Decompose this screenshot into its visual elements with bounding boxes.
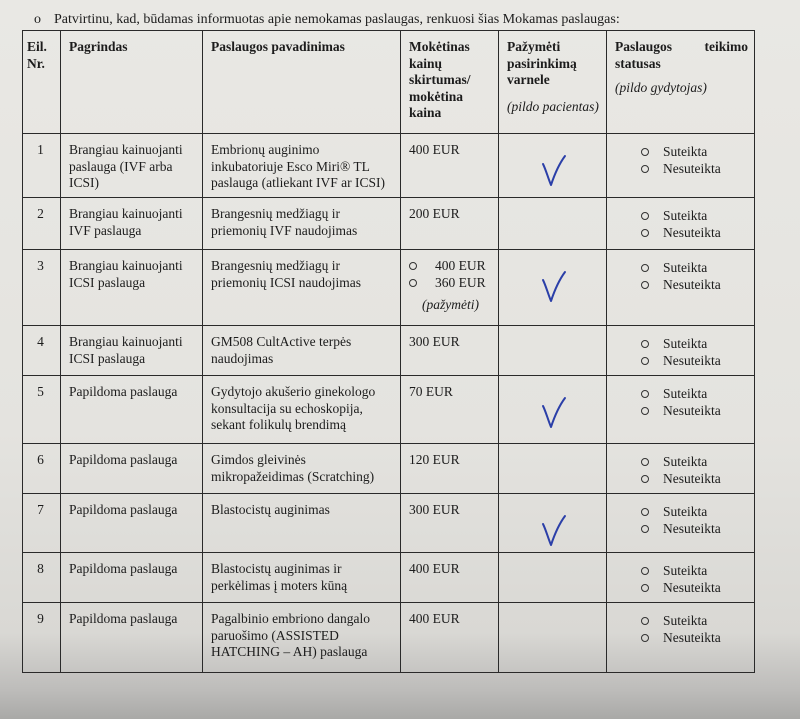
- row-basis: Papildoma paslauga: [61, 494, 203, 553]
- radio-circle-icon[interactable]: [409, 262, 417, 270]
- radio-circle-icon[interactable]: [641, 584, 649, 592]
- row-basis: Brangiau kainuojanti paslauga (IVF arba ICSI): [61, 134, 203, 198]
- radio-circle-icon[interactable]: [641, 148, 649, 156]
- price-note: (pažymėti): [422, 297, 479, 312]
- header-service: Paslaugos pavadinimas: [203, 31, 401, 134]
- row-mark-cell[interactable]: [499, 376, 607, 444]
- status-option-label: Suteikta: [663, 504, 708, 519]
- row-mark-cell[interactable]: [499, 444, 607, 494]
- intro-statement: [34, 12, 794, 28]
- radio-circle-icon[interactable]: [641, 165, 649, 173]
- price-value: 120 EUR: [409, 452, 460, 467]
- status-option[interactable]: [641, 521, 748, 538]
- header-nr: Eil. Nr.: [23, 31, 61, 134]
- handwritten-check-icon: [541, 154, 567, 188]
- header-status: [607, 31, 755, 134]
- row-number: 8: [23, 553, 61, 603]
- row-service-name: Blastocistų auginimas ir perkėlimas į moters kūną: [203, 553, 401, 603]
- row-number: 2: [23, 198, 61, 250]
- row-status: [607, 376, 755, 444]
- status-option-label: Suteikta: [663, 613, 708, 628]
- radio-circle-icon[interactable]: [641, 458, 649, 466]
- row-price: [401, 250, 499, 326]
- row-number: 4: [23, 326, 61, 376]
- status-option-label: Suteikta: [663, 386, 708, 401]
- table-row: [23, 494, 755, 553]
- row-number: 7: [23, 494, 61, 553]
- row-mark-cell[interactable]: [499, 134, 607, 198]
- row-status: [607, 198, 755, 250]
- radio-circle-icon[interactable]: [641, 357, 649, 365]
- row-number: 5: [23, 376, 61, 444]
- row-status: [607, 250, 755, 326]
- status-option[interactable]: [641, 580, 748, 597]
- row-status: [607, 134, 755, 198]
- table-row: [23, 134, 755, 198]
- row-mark-cell[interactable]: [499, 603, 607, 673]
- status-option[interactable]: [641, 144, 748, 161]
- status-option[interactable]: [641, 208, 748, 225]
- row-basis: Brangiau kainuojanti IVF paslauga: [61, 198, 203, 250]
- row-service-name: Gydytojo akušerio ginekologo konsultacija su echoskopija, sekant folikulų brendimą: [203, 376, 401, 444]
- intro-text: Patvirtinu, kad, būdamas informuotas apie nemokamas paslaugas, renkuosi šias Mokamas paslaugas:: [54, 12, 620, 27]
- status-option-label: Nesuteikta: [663, 160, 721, 176]
- radio-circle-icon[interactable]: [641, 407, 649, 415]
- status-option[interactable]: [641, 563, 748, 580]
- table-row: [23, 326, 755, 376]
- status-option[interactable]: [641, 613, 748, 630]
- handwritten-check-icon: [541, 270, 567, 304]
- radio-circle-icon[interactable]: [641, 567, 649, 575]
- header-mark: [499, 31, 607, 134]
- row-mark-cell[interactable]: [499, 198, 607, 250]
- row-mark-cell[interactable]: [499, 494, 607, 553]
- handwritten-check-icon: [541, 514, 567, 548]
- row-service-name: Pagalbinio embriono dangalo paruošimo (ASSISTED HATCHING – AH) paslauga: [203, 603, 401, 673]
- radio-circle-icon[interactable]: [641, 340, 649, 348]
- radio-circle-icon[interactable]: [641, 281, 649, 289]
- price-value: 70 EUR: [409, 384, 453, 399]
- status-option[interactable]: [641, 225, 748, 242]
- row-service-name: Embrionų auginimo inkubatoriuje Esco Miri® TL paslauga (atliekant IVF ar ICSI): [203, 134, 401, 198]
- row-price: [401, 553, 499, 603]
- row-price: [401, 326, 499, 376]
- radio-circle-icon[interactable]: [641, 212, 649, 220]
- table-header-row: [23, 31, 755, 134]
- row-status: [607, 326, 755, 376]
- row-service-name: Brangesnių medžiagų ir priemonių IVF naudojimas: [203, 198, 401, 250]
- row-number: 1: [23, 134, 61, 198]
- status-option[interactable]: [641, 260, 748, 277]
- radio-circle-icon[interactable]: [409, 279, 417, 287]
- price-value: 400 EUR: [409, 561, 460, 576]
- header-price: Mokėtinas kainų skirtumas/ mokėtina kaina: [401, 31, 499, 134]
- price-value: 400 EUR: [409, 611, 460, 626]
- price-value: 300 EUR: [409, 334, 460, 349]
- status-option-label: Nesuteikta: [663, 520, 721, 536]
- row-number: 6: [23, 444, 61, 494]
- table-row: [23, 553, 755, 603]
- radio-circle-icon[interactable]: [641, 617, 649, 625]
- row-status: [607, 603, 755, 673]
- row-number: 3: [23, 250, 61, 326]
- status-option[interactable]: [641, 353, 748, 370]
- row-service-name: GM508 CultActive terpės naudojimas: [203, 326, 401, 376]
- row-mark-cell[interactable]: [499, 326, 607, 376]
- status-option[interactable]: [641, 471, 748, 488]
- header-basis: Pagrindas: [61, 31, 203, 134]
- row-status: [607, 553, 755, 603]
- header-status-note: (pildo gydytojas): [615, 80, 707, 95]
- status-option[interactable]: [641, 504, 748, 521]
- status-option[interactable]: [641, 336, 748, 353]
- row-service-name: Blastocistų auginimas: [203, 494, 401, 553]
- header-status-label: Paslaugos teikimo statusas: [615, 39, 748, 71]
- row-price: [401, 603, 499, 673]
- status-option-label: Suteikta: [663, 563, 708, 578]
- status-option[interactable]: [641, 630, 748, 647]
- status-option-label: Nesuteikta: [663, 402, 721, 418]
- price-option[interactable]: [409, 275, 492, 292]
- price-value: 400 EUR: [409, 142, 460, 157]
- row-basis: Brangiau kainuojanti ICSI paslauga: [61, 250, 203, 326]
- status-option-label: Nesuteikta: [663, 276, 721, 292]
- paid-services-table: [22, 30, 755, 673]
- intro-bullet: o: [34, 12, 41, 27]
- table-row: [23, 198, 755, 250]
- row-basis: Brangiau kainuojanti ICSI paslauga: [61, 326, 203, 376]
- price-option-label: 360 EUR: [435, 274, 486, 290]
- radio-circle-icon[interactable]: [641, 508, 649, 516]
- row-price: [401, 376, 499, 444]
- row-price: [401, 134, 499, 198]
- header-mark-note: (pildo pacientas): [507, 98, 599, 114]
- radio-circle-icon[interactable]: [641, 229, 649, 237]
- row-price: [401, 444, 499, 494]
- price-value: 300 EUR: [409, 502, 460, 517]
- price-value: 200 EUR: [409, 206, 460, 221]
- status-option-label: Suteikta: [663, 144, 708, 159]
- row-price: [401, 198, 499, 250]
- row-service-name: Brangesnių medžiagų ir priemonių ICSI naudojimas: [203, 250, 401, 326]
- row-number: 9: [23, 603, 61, 673]
- row-basis: Papildoma paslauga: [61, 376, 203, 444]
- status-option[interactable]: [641, 403, 748, 420]
- radio-circle-icon[interactable]: [641, 475, 649, 483]
- row-basis: Papildoma paslauga: [61, 553, 203, 603]
- price-option-label: 400 EUR: [435, 258, 486, 273]
- table-row: [23, 376, 755, 444]
- status-option[interactable]: [641, 277, 748, 294]
- status-option-label: Nesuteikta: [663, 470, 721, 486]
- status-option-label: Suteikta: [663, 260, 708, 275]
- status-option-label: Suteikta: [663, 454, 708, 469]
- radio-circle-icon[interactable]: [641, 390, 649, 398]
- table-row: [23, 444, 755, 494]
- radio-circle-icon[interactable]: [641, 525, 649, 533]
- status-option-label: Nesuteikta: [663, 352, 721, 368]
- status-option-label: Suteikta: [663, 208, 708, 223]
- status-option[interactable]: [641, 454, 748, 471]
- price-option[interactable]: [409, 258, 492, 275]
- row-basis: Papildoma paslauga: [61, 444, 203, 494]
- row-price: [401, 494, 499, 553]
- status-option-label: Suteikta: [663, 336, 708, 351]
- row-mark-cell[interactable]: [499, 250, 607, 326]
- status-option[interactable]: [641, 161, 748, 178]
- status-option-label: Nesuteikta: [663, 629, 721, 645]
- status-option[interactable]: [641, 386, 748, 403]
- row-service-name: Gimdos gleivinės mikropažeidimas (Scratching): [203, 444, 401, 494]
- row-basis: Papildoma paslauga: [61, 603, 203, 673]
- table-row: [23, 603, 755, 673]
- table-row: [23, 250, 755, 326]
- radio-circle-icon[interactable]: [641, 634, 649, 642]
- radio-circle-icon[interactable]: [641, 264, 649, 272]
- status-option-label: Nesuteikta: [663, 224, 721, 240]
- header-mark-label: Pažymėti pasirinkimą varnele: [507, 39, 577, 87]
- row-status: [607, 444, 755, 494]
- status-option-label: Nesuteikta: [663, 579, 721, 595]
- row-mark-cell[interactable]: [499, 553, 607, 603]
- row-status: [607, 494, 755, 553]
- handwritten-check-icon: [541, 396, 567, 430]
